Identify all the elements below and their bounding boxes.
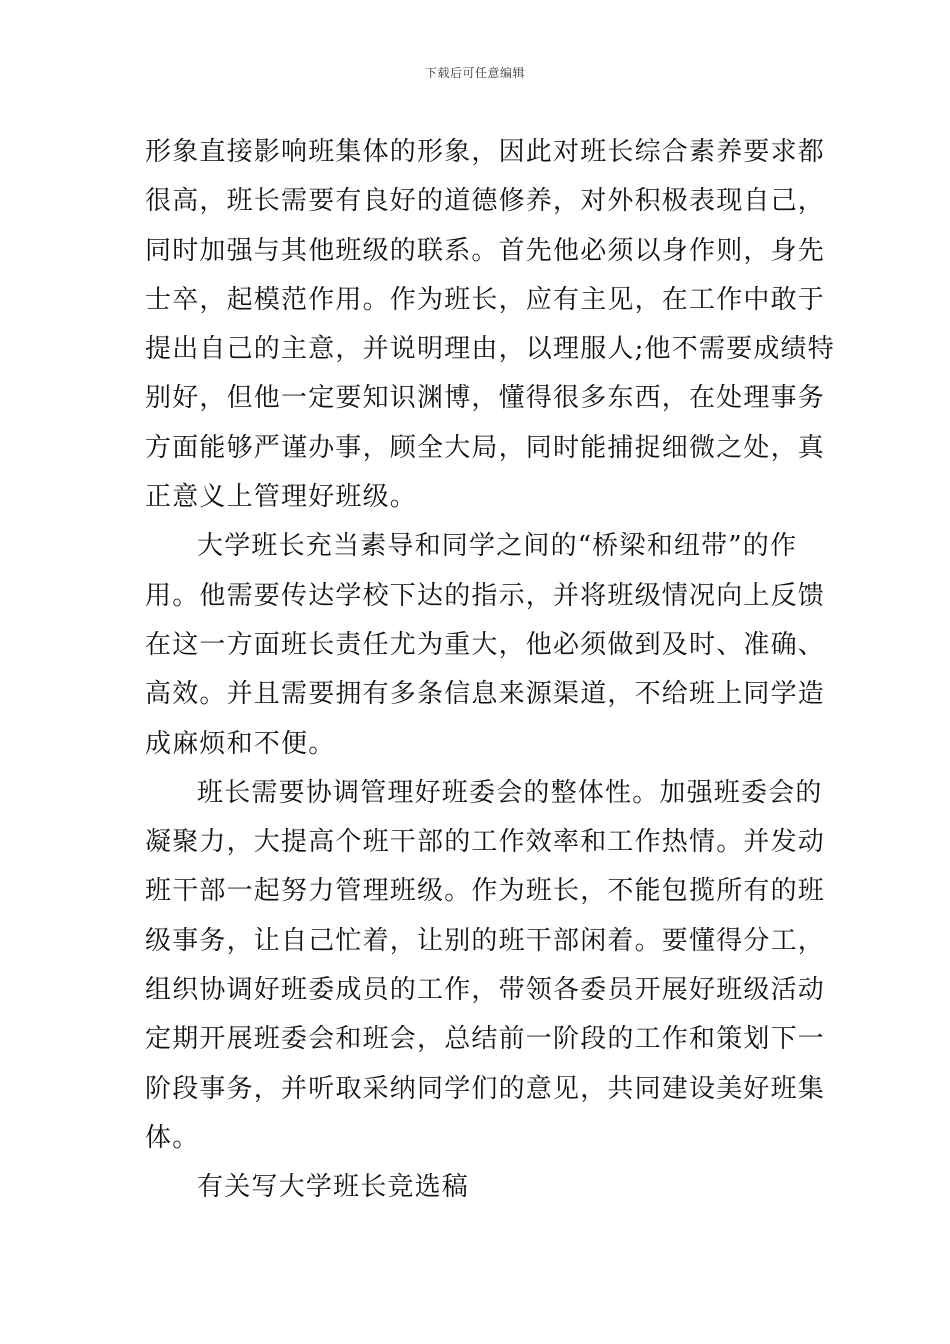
text-line: 阶段事务，并听取采纳同学们的意见，共同建设美好班集 bbox=[145, 1073, 826, 1104]
text-line: 正意义上管理好班级。 bbox=[145, 482, 418, 513]
text-line: 成麻烦和不便。 bbox=[145, 728, 336, 759]
text-line: 凝聚力，大提高个班干部的工作效率和工作热情。并发动 bbox=[145, 827, 826, 858]
header-note: 下载后可任意编辑 bbox=[424, 66, 525, 80]
text-line: 别好，但他一定要知识渊博，懂得很多东西，在处理事务 bbox=[145, 383, 826, 414]
text-line: 很高，班长需要有良好的道德修养，对外积极表现自己， bbox=[145, 186, 826, 217]
paragraph-start-line: 大学班长充当素导和同学之间的“桥梁和纽带”的作 bbox=[197, 531, 798, 562]
document-body bbox=[145, 128, 835, 1213]
text-line: 级事务，让自己忙着，让别的班干部闲着。要懂得分工， bbox=[145, 925, 826, 956]
text-line: 体。 bbox=[145, 1122, 200, 1153]
text-line: 用。他需要传达学校下达的指示，并将班级情况向上反馈 bbox=[145, 580, 826, 611]
section-heading: 有关写大学班长竞选稿 bbox=[197, 1172, 470, 1203]
text-line: 方面能够严谨办事，顾全大局，同时能捕捉细微之处，真 bbox=[145, 432, 826, 463]
text-line: 士卒，起模范作用。作为班长，应有主见，在工作中敢于 bbox=[145, 284, 826, 315]
text-line: 组织协调好班委成员的工作，带领各委员开展好班级活动 bbox=[145, 975, 826, 1006]
text-line: 形象直接影响班集体的形象，因此对班长综合素养要求都 bbox=[145, 137, 826, 167]
text-line: 班干部一起努力管理班级。作为班长，不能包揽所有的班 bbox=[145, 876, 826, 907]
text-line: 高效。并且需要拥有多条信息来源渠道，不给班上同学造 bbox=[145, 679, 826, 710]
text-line: 定期开展班委会和班会，总结前一阶段的工作和策划下一 bbox=[145, 1024, 826, 1055]
text-line: 同时加强与其他班级的联系。首先他必须以身作则，身先 bbox=[145, 235, 826, 266]
text-line: 在这一方面班长责任尤为重大，他必须做到及时、准确、 bbox=[145, 629, 826, 660]
text-line: 提出自己的主意，并说明理由，以理服人;他不需要成绩特 bbox=[145, 334, 835, 365]
paragraph-start-line: 班长需要协调管理好班委会的整体性。加强班委会的 bbox=[197, 777, 823, 808]
